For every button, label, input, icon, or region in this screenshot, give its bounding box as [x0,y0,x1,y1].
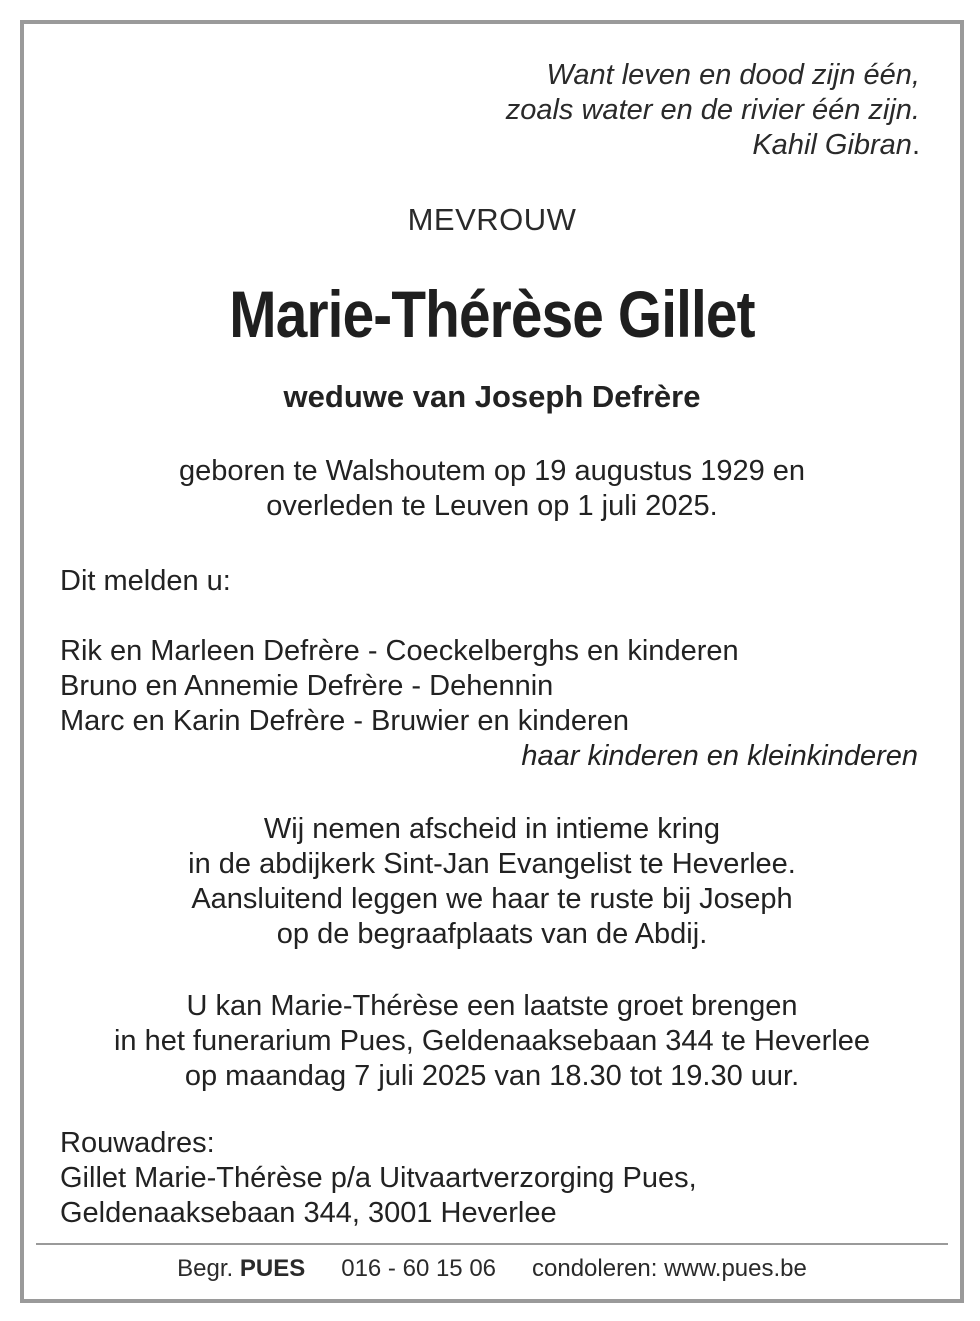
visit-line-1: U kan Marie-Thérèse een laatste groet brengen [186,990,798,1022]
title: MEVROUW [407,202,577,237]
quote-line-2: zoals water en de rivier één zijn. [505,94,920,126]
mourning-address [60,1126,697,1231]
farewell-line-2: in de abdijkerk Sint-Jan Evangelist te Heverlee. [188,848,796,880]
quote [506,58,920,163]
announce-text: Dit melden u: [60,565,231,597]
family-role: haar kinderen en kleinkinderen [521,740,918,772]
quote-author: Kahil Gibran [752,129,912,161]
quote-line-1: Want leven en dood zijn één, [546,59,920,91]
footer-brand: PUES [239,1255,306,1282]
footer-phone: 016 - 60 15 06 [341,1255,497,1282]
family-member: Bruno en Annemie Defrère - Dehennin [60,670,554,702]
family-member: Marc en Karin Defrère - Bruwier en kinderen [60,705,629,737]
visit-text [24,989,960,1094]
obituary-card [20,20,964,1303]
quote-author-punct: . [911,129,920,161]
widow-of: weduwe van Joseph Defrère [283,379,701,414]
farewell-line-4: op de begraafplaats van de Abdij. [276,918,708,950]
visit-line-3: op maandag 7 juli 2025 van 18.30 tot 19.30 uur. [184,1060,800,1092]
visit-line-2: in het funerarium Pues, Geldenaaksebaan 344 te Heverlee [113,1025,871,1057]
family-list [60,634,739,739]
footer-prefix: Begr. [177,1255,234,1282]
family-member: Rik en Marleen Defrère - Coeckelberghs en kinderen [60,635,739,667]
quote-author-line [506,128,920,163]
footer-condolences-link[interactable]: condoleren: www.pues.be [532,1255,807,1282]
dates-line-1: geboren te Walshoutem op 19 augustus 1929 en [178,455,806,487]
footer-divider [36,1243,948,1245]
birth-death-dates [24,454,960,524]
address-line-2: Geldenaaksebaan 344, 3001 Heverlee [60,1197,557,1229]
farewell-text [24,812,960,952]
dates-line-2: overleden te Leuven op 1 juli 2025. [266,490,718,522]
address-label: Rouwadres: [60,1127,215,1159]
farewell-line-1: Wij nemen afscheid in intieme kring [263,813,721,845]
farewell-line-3: Aansluitend leggen we haar te ruste bij Joseph [191,883,793,915]
address-line-1: Gillet Marie-Thérèse p/a Uitvaartverzorging Pues, [60,1162,697,1194]
footer [24,1255,960,1283]
deceased-name: Marie-Thérèse Gillet [229,277,755,351]
